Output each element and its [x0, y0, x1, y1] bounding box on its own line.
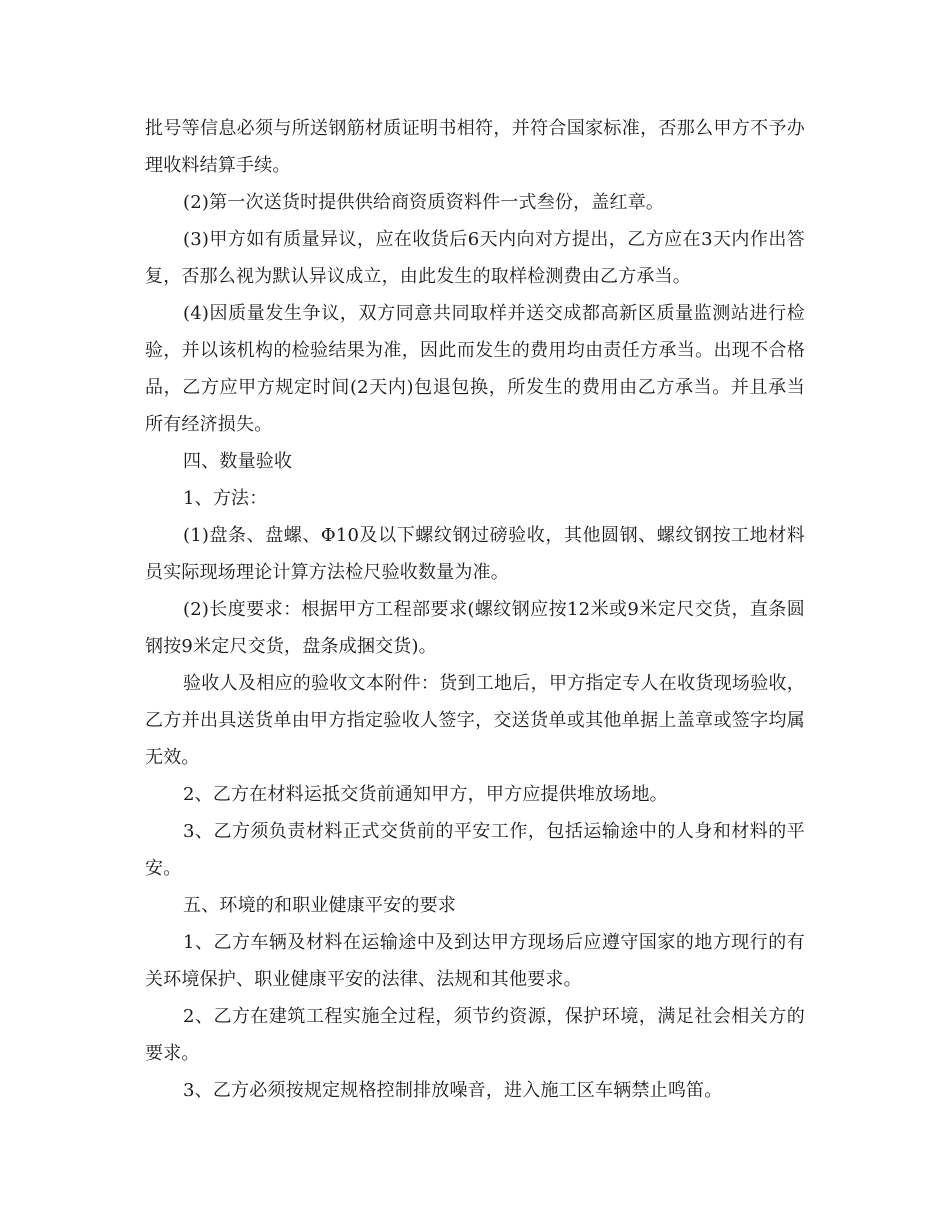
- paragraph-notify: 2、乙方在材料运抵交货前通知甲方，甲方应提供堆放场地。: [183, 784, 668, 805]
- paragraph-method-2: (2)长度要求：根据甲方工程部要求(螺纹钢应按12米或9米定尺交货，直条圆钢按9米定尺交货，盘条成捆交货)。: [145, 599, 805, 657]
- paragraph-env-3: 3、乙方必须按规定规格控制排放噪音，进入施工区车辆禁止鸣笛。: [183, 1080, 723, 1101]
- paragraph-continuation: 批号等信息必须与所送钢筋材质证明书相符，并符合国家标准，否那么甲方不予办理收料结算手续。: [145, 118, 805, 176]
- paragraph-env-2: 2、乙方在建筑工程实施全过程，须节约资源，保护环境，满足社会相关方的要求。: [145, 1006, 805, 1064]
- paragraph-method-1: (1)盘条、盘螺、Φ10及以下螺纹钢过磅验收，其他圆钢、螺纹钢按工地材料员实际现场理论计算方法检尺验收数量为准。: [145, 525, 805, 583]
- document-body: [145, 110, 805, 1109]
- paragraph-item-4: (4)因质量发生争议，双方同意共同取样并送交成都高新区质量监测站进行检验，并以该机构的检验结果为准，因此而发生的费用均由责任方承当。出现不合格品，乙方应甲方规定时间(2天内)包退包换，所发生的费用由乙方承当。并且承当所有经济损失。: [145, 303, 805, 435]
- paragraph-safety: 3、乙方须负责材料正式交货前的平安工作，包括运输途中的人身和材料的平安。: [145, 821, 805, 879]
- section-heading-quantity-acceptance: 四、数量验收: [183, 451, 293, 472]
- paragraph-acceptance-person: 验收人及相应的验收文本附件：货到工地后，甲方指定专人在收货现场验收，乙方并出具送货单由甲方指定验收人签字，交送货单或其他单据上盖章或签字均属无效。: [145, 673, 805, 768]
- paragraph-item-3: (3)甲方如有质量异议，应在收货后6天内向对方提出，乙方应在3天内作出答复，否那么视为默认异议成立，由此发生的取样检测费由乙方承当。: [145, 229, 805, 287]
- subsection-heading-method: 1、方法：: [183, 488, 268, 509]
- section-heading-environment: 五、环境的和职业健康平安的要求: [183, 895, 456, 916]
- paragraph-env-1: 1、乙方车辆及材料在运输途中及到达甲方现场后应遵守国家的地方现行的有关环境保护、职业健康平安的法律、法规和其他要求。: [145, 932, 805, 990]
- paragraph-item-2: (2)第一次送货时提供供给商资质资料件一式叁份，盖红章。: [183, 192, 665, 213]
